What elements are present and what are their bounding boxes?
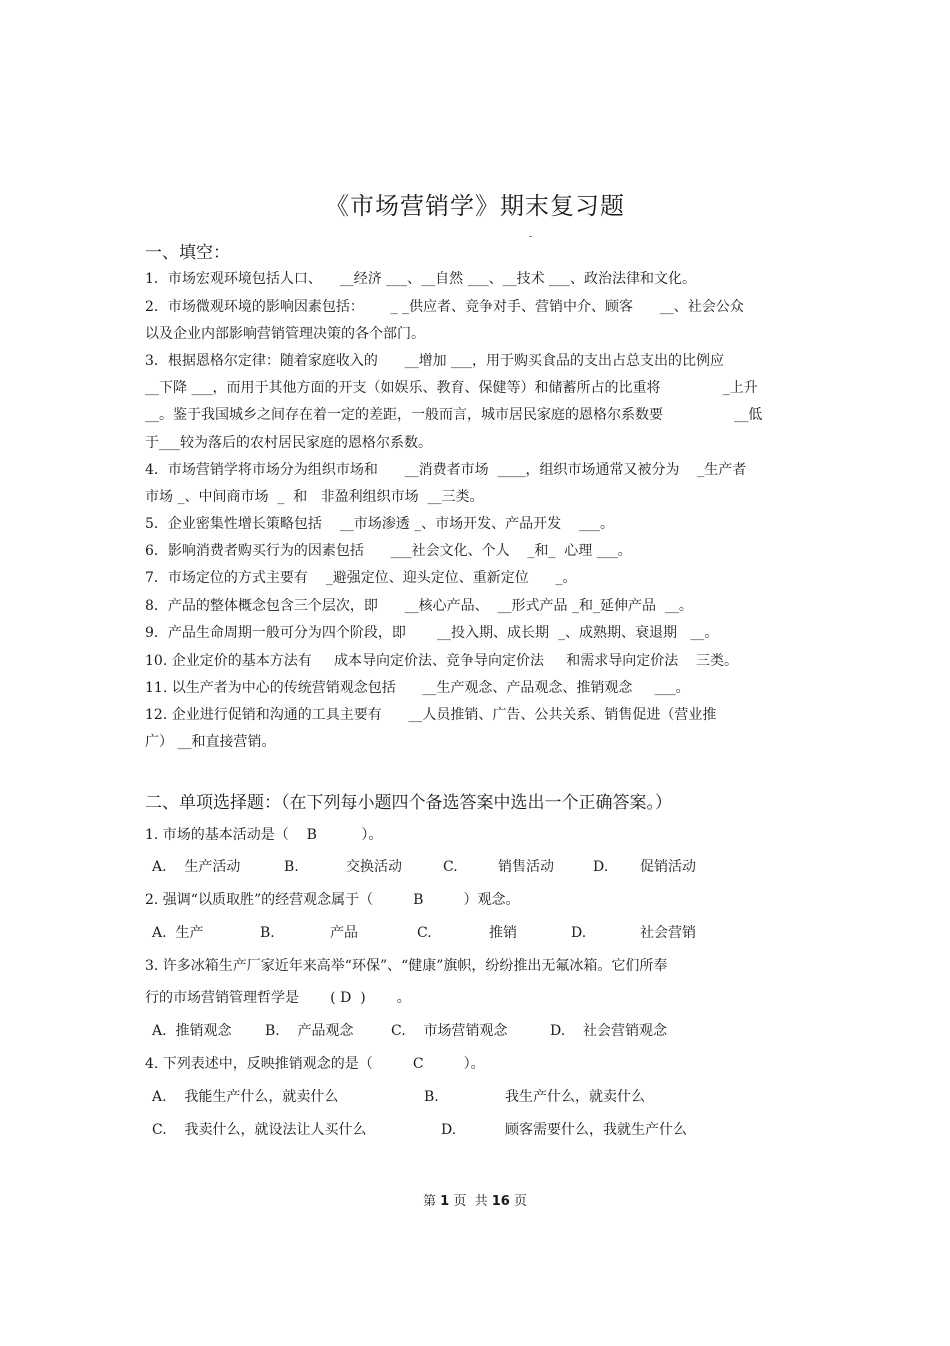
section-heading-single-choice: 二、单项选择题：（在下列每小题四个备选答案中选出一个正确答案。）	[145, 793, 672, 813]
fill-line-2: 2．市场微观环境的影响因素包括： _ _供应者、竞争对手、营销中介、顾客 __、社会公众	[145, 299, 744, 315]
footer-prefix: 第	[423, 1194, 441, 1209]
question-3-continued: 行的市场营销管理哲学是 ( D ) 。	[145, 990, 411, 1006]
fill-line-8: 4．市场营销学将市场分为组织市场和 __消费者市场 ____，组织市场通常又被分为 _生产者	[145, 462, 747, 478]
fill-line-12: 7．市场定位的方式主要有 _避强定位、迎头定位、重新定位 _。	[145, 570, 577, 586]
q4-option-a: A. 我能生产什么，就卖什么	[152, 1089, 339, 1105]
q2-option-d-text: 社会营销	[640, 925, 696, 941]
fill-line-1: 1．市场宏观环境包括人口、 __经济 ___、__自然 ___、__技术 ___、政治法律和文化。	[145, 271, 697, 287]
footer-page-number: 1	[440, 1194, 450, 1209]
fill-line-5: __下降 ___，而用于其他方面的开支（如娱乐、教育、保健等）和储蓄所占的比重将 _上升	[145, 380, 758, 396]
question-2: 2. 强调“以质取胜”的经营观念属于（ B ）观念。	[145, 892, 520, 908]
q1-option-b-text: 交换活动	[346, 859, 402, 875]
q2-option-c-text: 推销	[489, 925, 517, 941]
fill-line-13: 8．产品的整体概念包含三个层次，即 __核心产品、 __形式产品 _和_延伸产品 __。	[145, 598, 693, 614]
q1-option-d-text: 促销活动	[640, 859, 696, 875]
section-heading-fill-in: 一、填空：	[145, 243, 230, 263]
fill-line-7: 于___较为落后的农村居民家庭的恩格尔系数。	[145, 435, 432, 451]
q1-option-d-letter: D.	[593, 859, 609, 875]
q2-option-d-letter: D.	[571, 925, 587, 941]
q1-option-c-text: 销售活动	[498, 859, 554, 875]
fill-line-14: 9．产品生命周期一般可分为四个阶段，即 __投入期、成长期 _、成熟期、衰退期 __。	[145, 625, 719, 641]
q4-option-b-letter: B.	[424, 1089, 439, 1105]
footer-suffix: 页	[509, 1194, 527, 1209]
fill-line-3: 以及企业内部影响营销管理决策的各个部门。	[145, 326, 425, 342]
q2-option-b-letter: B.	[260, 925, 275, 941]
fill-line-10: 5．企业密集性增长策略包括 __市场渗透 _、市场开发、产品开发 ___。	[145, 516, 614, 532]
q2-option-a: A. 生产	[152, 925, 204, 941]
q1-option-b-letter: B.	[284, 859, 299, 875]
fill-line-9: 市场 _、中间商市场 _ 和 非盈利组织市场 __三类。	[145, 489, 484, 505]
q4-option-d-text: 顾客需要什么，我就生产什么	[505, 1122, 687, 1138]
fill-line-17: 12. 企业进行促销和沟通的工具主要有 __人员推销、广告、公共关系、销售促进（营业推	[145, 707, 717, 723]
q4-option-b-text: 我生产什么，就卖什么	[505, 1089, 645, 1105]
footer-middle: 页 共	[449, 1194, 492, 1209]
stray-mark	[529, 236, 532, 237]
q4-option-c: C. 我卖什么，就设法让人买什么	[152, 1122, 367, 1138]
q2-option-b-text: 产品	[330, 925, 358, 941]
fill-line-11: 6．影响消费者购买行为的因素包括 ___社会文化、个人 _和_ 心理 ___。	[145, 543, 632, 559]
page-footer	[0, 1190, 950, 1209]
footer-total-pages: 16	[491, 1194, 510, 1209]
document-title: 《市场营销学》期末复习题	[325, 192, 625, 220]
q3-option-a: A. 推销观念	[152, 1023, 232, 1039]
fill-line-6: __。鉴于我国城乡之间存在着一定的差距，一般而言，城市居民家庭的恩格尔系数要 __低	[145, 407, 763, 423]
q3-option-d: D. 社会营销观念	[550, 1023, 667, 1039]
q3-option-b: B. 产品观念	[265, 1023, 354, 1039]
q3-option-c: C. 市场营销观念	[391, 1023, 508, 1039]
fill-line-16: 11. 以生产者为中心的传统营销观念包括 __生产观念、产品观念、推销观念 ___。	[145, 680, 690, 696]
question-1: 1. 市场的基本活动是（ B ）。	[145, 827, 383, 843]
q1-option-a: A. 生产活动	[152, 859, 241, 875]
fill-line-4: 3．根据恩格尔定律：随着家庭收入的 __增加 ___，用于购买食品的支出占总支出的比例应	[145, 353, 725, 369]
fill-line-18: 广） __和直接营销。	[145, 734, 276, 750]
question-4: 4. 下列表述中，反映推销观念的是（ C ）。	[145, 1056, 485, 1072]
fill-line-15: 10. 企业定价的基本方法有 成本导向定价法、竞争导向定价法 和需求导向定价法 三类。	[145, 653, 739, 669]
q2-option-c-letter: C.	[417, 925, 432, 941]
question-3: 3. 许多冰箱生产厂家近年来高举“环保”、“健康”旗帜，纷纷推出无氟冰箱。它们所奉	[145, 958, 668, 974]
q4-option-d-letter: D.	[441, 1122, 457, 1138]
q1-option-c-letter: C.	[443, 859, 458, 875]
